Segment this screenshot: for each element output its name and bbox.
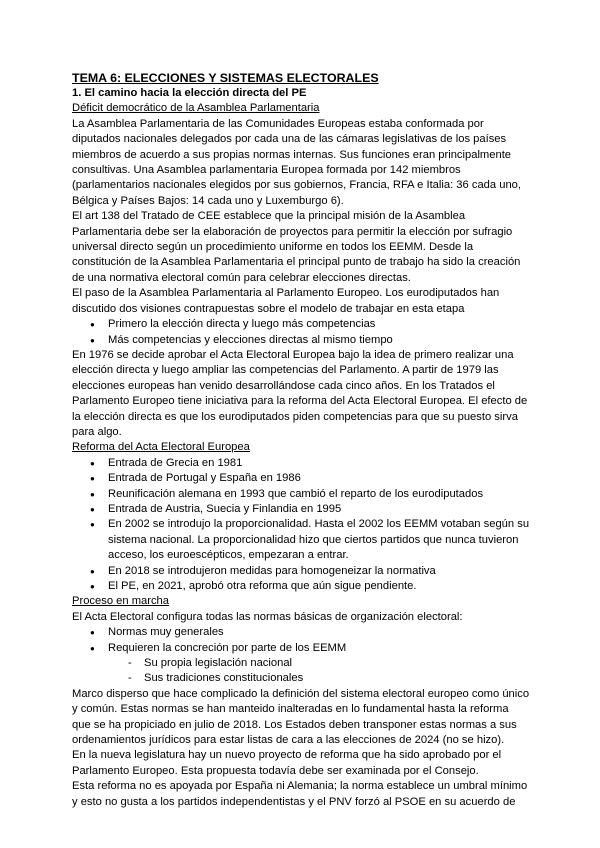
list-item: ● El PE, en 2021, aprobó otra reforma que aún sigue pendiente. (72, 579, 530, 594)
bullet-list (72, 317, 530, 348)
subheading-reforma: Reforma del Acta Electoral Europea (72, 441, 250, 454)
bullet-list (72, 625, 530, 687)
list-item: ● Requieren la concreción por parte de los EEMM (72, 641, 530, 656)
list-item: ● Entrada de Grecia en 1981 (72, 456, 530, 471)
list-item: ● Reunificación alemana en 1993 que cambió el reparto de los eurodiputados (72, 487, 530, 502)
paragraph: El Acta Electoral configura todas las normas básicas de organización electoral: (72, 610, 463, 623)
subheading-proceso: Proceso en marcha (72, 595, 170, 608)
document-body (72, 70, 530, 810)
paragraph: En la nueva legislatura hay un nuevo proyecto de reforma que ha sido aprobado por el Parlamento Europeo. Esta propuesta todavía debe ser examinada por el Consejo. (72, 749, 502, 777)
sub-list-item: - Su propia legislación nacional (72, 656, 530, 671)
paragraph: Esta reforma no es apoyada por España ni Alemania; la norma establece un umbral mínimo y esto no gusta a los partidos independentistas y el PNV forzó al PSOE en su acuerdo de (72, 780, 528, 808)
list-item: ● En 2018 se introdujeron medidas para homogeneizar la normativa (72, 564, 530, 579)
paragraph: El art 138 del Tratado de CEE establece que la principal misión de la Asamblea Parlamentaria debe ser la elaboración de proyectos para permitir la elección por sufragio universal directo según un procedimiento uniforme en todos los EEMM. Desde la constitución de la Asamblea Parlamentaria el principal punto de trabajo ha sido la creación de una normativa electoral común para celebrar elecciones directas. (72, 210, 521, 284)
list-item: ● Normas muy generales (72, 625, 530, 640)
list-item: ● Más competencias y elecciones directas al mismo tiempo (72, 333, 530, 348)
section-heading: 1. El camino hacia la elección directa del PE (72, 87, 307, 99)
bullet-list (72, 456, 530, 595)
sub-list-item: - Sus tradiciones constitucionales (72, 671, 530, 686)
paragraph: En 1976 se decide aprobar el Acta Electoral Europea bajo la idea de primero realizar una elección directa y luego ampliar las competencias del Parlamento. A partir de 1979 las elecciones europeas han venido desarrollándose cada cinco años. En los Tratados el Parlamento Europeo tiene iniciativa para la reforma del Acta Electoral Europea. El efecto de la elección directa es que los eurodiputados piden competencias para que su puesto sirva para algo. (72, 348, 528, 438)
paragraph: Marco disperso que hace complicado la definición del sistema electoral europeo como único y común. Estas normas se han manteido inalteradas en lo fundamental hasta la reforma que se ha propiciado en julio de 2018. Los Estados deben transponer estas normas a sus ordenamientos jurídicos para estar listas de cara a las elecciones de 2024 (no se hizo). (72, 687, 530, 747)
subheading-deficit: Déficit democrático de la Asamblea Parlamentaria (72, 102, 320, 115)
list-item: ● Entrada de Portugal y España en 1986 (72, 471, 530, 486)
list-item: ● Entrada de Austria, Suecia y Finlandia en 1995 (72, 502, 530, 517)
list-item: ● En 2002 se introdujo la proporcionalidad. Hasta el 2002 los EEMM votaban según su sistema nacional. La proporcionalidad hizo que ciertos partidos que nunca tuvieron acceso, los euroescépticos, empezaran a entrar. (72, 517, 530, 563)
paragraph: El paso de la Asamblea Parlamentaria al Parlamento Europeo. Los eurodiputados han discutido dos visiones contrapuestas sobre el modelo de trabajar en esta etapa (72, 287, 500, 315)
paragraph: La Asamblea Parlamentaria de las Comunidades Europeas estaba conformada por diputados nacionales delegados por cada una de las cámaras legislativas de los países miembros de acuerdo a sus propias normas internas. Sus funciones eran principalmente consultivas. Una Asamblea parlamentaria Europea formada por 142 miembros (parlamentarios nacionales elegidos por sus gobiernos, Francia, RFA e Italia: 36 cada uno, Bélgica y Países Bajos: 14 cada uno y Luxemburgo 6). (72, 117, 522, 207)
document-title: TEMA 6: ELECCIONES Y SISTEMAS ELECTORALES (72, 71, 379, 85)
list-item: ● Primero la elección directa y luego más competencias (72, 317, 530, 332)
